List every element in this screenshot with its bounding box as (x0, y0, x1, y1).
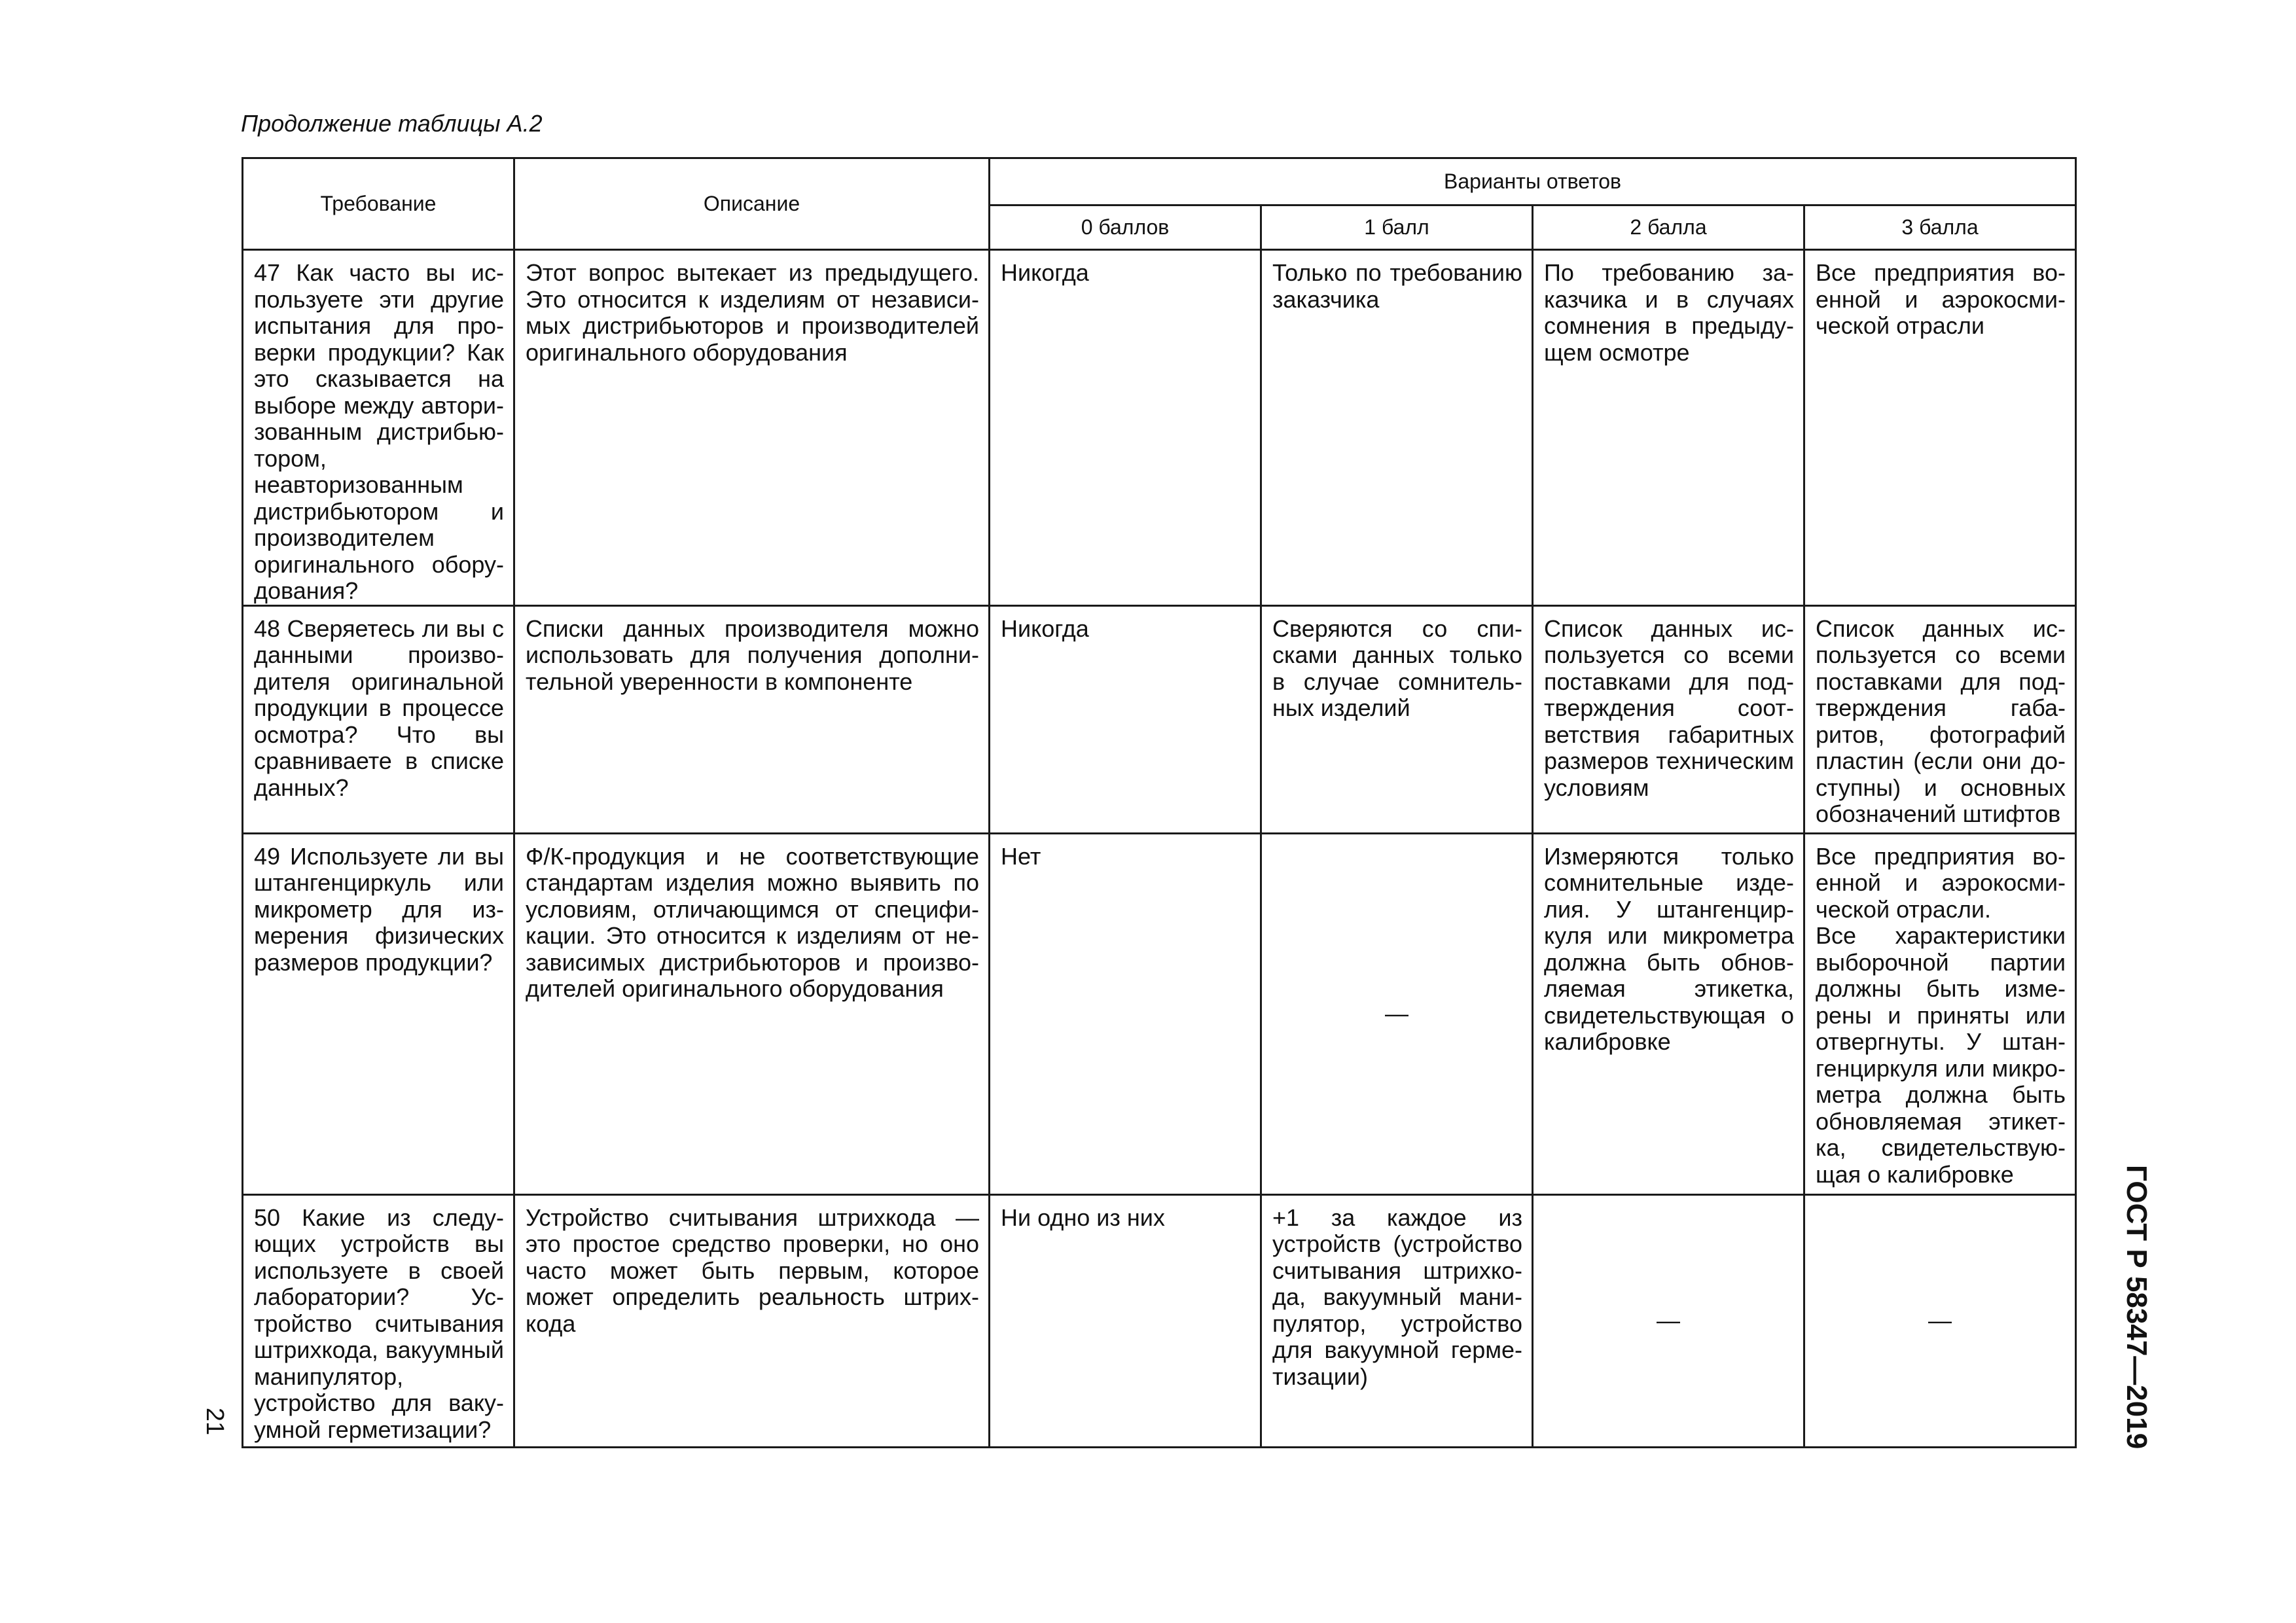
header-score-0: 0 баллов (990, 205, 1261, 250)
cell-score-3-paragraph: Все предприятия военной и аэрокосмической отрасли. (1816, 842, 2066, 923)
header-answers-group: Варианты ответов (990, 158, 2076, 205)
cell-description: Устройство считывания штрихкода — это простое средство проверки, но оно часто может быть первым, которое может определить реальность штрихкода (514, 1194, 990, 1447)
requirements-table (242, 157, 2077, 1448)
cell-requirement: 47 Как часто вы используете эти другие испытания для проверки продукции? Как это сказывается на выборе между авторизованным дистрибьютором, неавторизованным дистрибьютором и производителем оригинального оборудования? (243, 250, 514, 606)
cell-score-3-paragraph: Все характеристики выборочной партии должны быть измерены и приняты или отвергнуты. У штангенциркуля или микрометра должна быть обновляемая этикетка, свидетельствующая о калибровке (1816, 922, 2066, 1188)
cell-score-0: Нет (990, 833, 1261, 1194)
cell-score-1: Только по требованию заказчика (1261, 250, 1533, 606)
cell-requirement: 48 Сверяетесь ли вы с данными производителя оригинальной продукции в процессе осмотра? Что вы сравниваете в списке данных? (243, 605, 514, 833)
header-requirement: Требование (243, 158, 514, 250)
cell-score-1: — (1261, 833, 1533, 1194)
table-row (243, 833, 2076, 1194)
cell-score-2: Список данных используется со всеми поставками для подтверждения соответствия габаритных размеров техническим условиям (1533, 605, 1804, 833)
cell-score-2: По требованию заказчика и в случаях сомнения в предыдущем осмотре (1533, 250, 1804, 606)
cell-score-3: — (1804, 1194, 2076, 1447)
header-score-3: 3 балла (1804, 205, 2076, 250)
page-number: 21 (201, 1407, 228, 1436)
cell-score-1: Сверяются со списками данных только в случае сомнительных изделий (1261, 605, 1533, 833)
cell-requirement: 49 Используете ли вы штангенциркуль или микрометр для измерения физических размеров продукции? (243, 833, 514, 1194)
table-row (243, 250, 2076, 606)
cell-description: Этот вопрос вытекает из предыдущего. Это относится к изделиям от независимых дистрибьюторов и производителей оригинального оборудования (514, 250, 990, 606)
cell-score-0: Никогда (990, 605, 1261, 833)
table-caption: Продолжение таблицы А.2 (241, 110, 543, 137)
header-row-top (243, 158, 2076, 205)
cell-description: Списки данных производителя можно использовать для получения дополнительной уверенности в компоненте (514, 605, 990, 833)
cell-score-3 (1804, 833, 2076, 1194)
cell-description: Ф/К-продукция и не соответствующие стандартам изделия можно выявить по условиям, отличающимся от спецификации. Это относится к изделиям от независимых дистрибьюторов и производителей оригинального оборудования (514, 833, 990, 1194)
cell-score-1: +1 за каждое из устройств (устройство считывания штрихкода, вакуумный манипулятор, устройство для вакуумной герметизации) (1261, 1194, 1533, 1447)
cell-score-2: — (1533, 1194, 1804, 1447)
table-row (243, 605, 2076, 833)
cell-score-0: Ни одно из них (990, 1194, 1261, 1447)
cell-score-0: Никогда (990, 250, 1261, 606)
table-row (243, 1194, 2076, 1447)
header-description: Описание (514, 158, 990, 250)
standard-designation: ГОСТ Р 58347—2019 (2121, 1165, 2153, 1450)
header-score-1: 1 балл (1261, 205, 1533, 250)
cell-score-3: Список данных используется со всеми поставками для подтверждения габаритов, фотографий пластин (если они доступны) и основных обозначений штифтов (1804, 605, 2076, 833)
cell-score-2: Измеряются только сомнительные изделия. У штангенциркуля или микрометра должна быть обновляемая этикетка, свидетельствующая о калибровке (1533, 833, 1804, 1194)
cell-score-3: Все предприятия военной и аэрокосмической отрасли (1804, 250, 2076, 606)
cell-requirement: 50 Какие из следующих устройств вы используете в своей лаборатории? Устройство считывания штрихкода, вакуумный манипулятор, устройство для вакуумной герметизации? (243, 1194, 514, 1447)
header-score-2: 2 балла (1533, 205, 1804, 250)
